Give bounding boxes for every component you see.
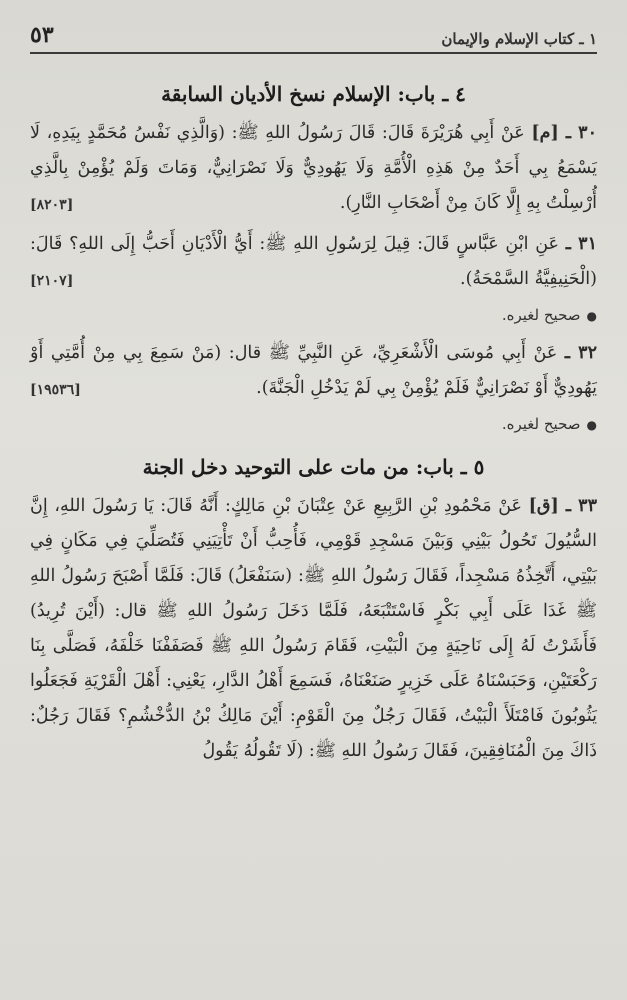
hadith-32 — [30, 336, 597, 406]
hadith-grade — [30, 410, 597, 439]
hadith-reference: [١٩٥٣٦] — [30, 382, 81, 398]
hadith-reference: [٨٢٠٣] — [30, 197, 74, 213]
hadith-text: عَنْ أَبِي مُوسَى الْأَشْعَرِيِّ، عَنِ النَّبِيِّ ﷺ قال: (مَنْ سَمِعَ بِي مِنْ أُمَّتِي أَوْ يَهُودِيٌّ أَوْ نَصْرَانِيٌّ فَلَمْ يُؤْمِنْ بِي لَمْ يَدْخُلِ الْجَنَّةَ). — [30, 343, 597, 398]
hadith-31 — [30, 227, 597, 297]
hadith-number: ٣٢ ـ — [564, 343, 597, 363]
running-header — [30, 14, 597, 54]
page-content — [30, 68, 597, 769]
hadith-33 — [30, 489, 597, 769]
hadith-grade — [30, 301, 597, 330]
hadith-text: عَنْ مَحْمُودِ بْنِ الرَّبِيعِ عَنْ عِتْبَانَ بْنِ مَالِكٍ: أَنَّهُ قَالَ: يَا رَسُولَ اللهِ، إِنَّ السُّيُولَ تَحُولُ بَيْنِي وَبَيْنَ مَسْجِدِ قَوْمِي، فَأُحِبُّ أَنْ تَأْتِيَنِي فَتُصَلِّيَ فِي مَكَانٍ فِي بَيْتِي، أَتَّخِذُهُ مَسْجِداً، فَقَالَ رَسُولُ اللهِ ﷺ: (سَنَفْعَلُ) قَالَ: فَلَمَّا أَصْبَحَ رَسُولُ اللهِ ﷺ غَدَا عَلَى أَبِي بَكْرٍ فَاسْتَتْبَعَهُ، فَلَمَّا دَخَلَ رَسُولُ اللهِ ﷺ قال: (أَيْنَ تُرِيدُ) فَأَشَرْتُ لَهُ إِلَى نَاحِيَةٍ مِنَ الْبَيْتِ، فَقَامَ رَسُولُ اللهِ ﷺ فَصَفَفْنَا خَلْفَهُ، فَصَلَّى بِنَا رَكْعَتَيْنِ، وَحَبَسْنَاهُ عَلَى خَزِيرٍ صَنَعْنَاهُ، فَسَمِعَ أَهْلُ الدَّارِ، يَعْنِي: أَهْلَ الْقَرْيَةِ فَجَعَلُوا يَثُوبُونَ فَامْتَلَأَ الْبَيْتُ، فَقَالَ رَجُلٌ مِنَ الْقَوْمِ: أَيْنَ مَالِكُ بْنُ الدُّخْشُمِ؟ فَقَالَ رَجُلٌ: ذَاكَ مِنَ الْمُنَافِقِينَ، فَقَالَ رَسُولُ اللهِ ﷺ: (لَا تَقُولُهُ يَقُولُ — [30, 496, 597, 761]
running-title: ١ ـ كتاب الإسلام والإيمان — [441, 30, 597, 48]
hadith-text: عَنِ ابْنِ عَبَّاسٍ قَالَ: قِيلَ لِرَسُولِ اللهِ ﷺ: أَيُّ الْأَدْيَانِ أَحَبُّ إِلَى اللهِ؟ قَالَ: (الْحَنِيفِيَّةُ السَّمْحَةُ). — [30, 234, 597, 289]
hadith-number: ٣٠ ـ [م] — [531, 123, 597, 143]
hadith-number: ٣١ ـ — [565, 234, 597, 254]
hadith-reference: [٢١٠٧] — [30, 273, 74, 289]
hadith-number: ٣٣ ـ [ق] — [528, 496, 597, 516]
grade-text: صحيح لغيره. — [501, 415, 581, 433]
hadith-30 — [30, 116, 597, 221]
hadith-text: عَنْ أَبِي هُرَيْرَةَ قَالَ: قَالَ رَسُولُ اللهِ ﷺ: (وَالَّذِي نَفْسُ مُحَمَّدٍ بِيَدِهِ، لَا يَسْمَعُ بِي أَحَدٌ مِنْ هَذِهِ الْأُمَّةِ وَلَا يَهُودِيٌّ وَلَا نَصْرَانِيٌّ، وَمَاتَ وَلَمْ يُؤْمِنْ بِالَّذِي أُرْسِلْتُ بِهِ إِلَّا كَانَ مِنْ أَصْحَابِ النَّارِ). — [30, 123, 597, 213]
bullet-icon: ● — [586, 418, 597, 432]
page-number: ٥٣ — [30, 22, 54, 48]
chapter-heading: ٥ ـ باب: من مات على التوحيد دخل الجنة — [142, 455, 485, 479]
grade-text: صحيح لغيره. — [501, 306, 581, 324]
chapter-heading: ٤ ـ باب: الإسلام نسخ الأديان السابقة — [161, 82, 466, 106]
bullet-icon: ● — [586, 309, 597, 323]
